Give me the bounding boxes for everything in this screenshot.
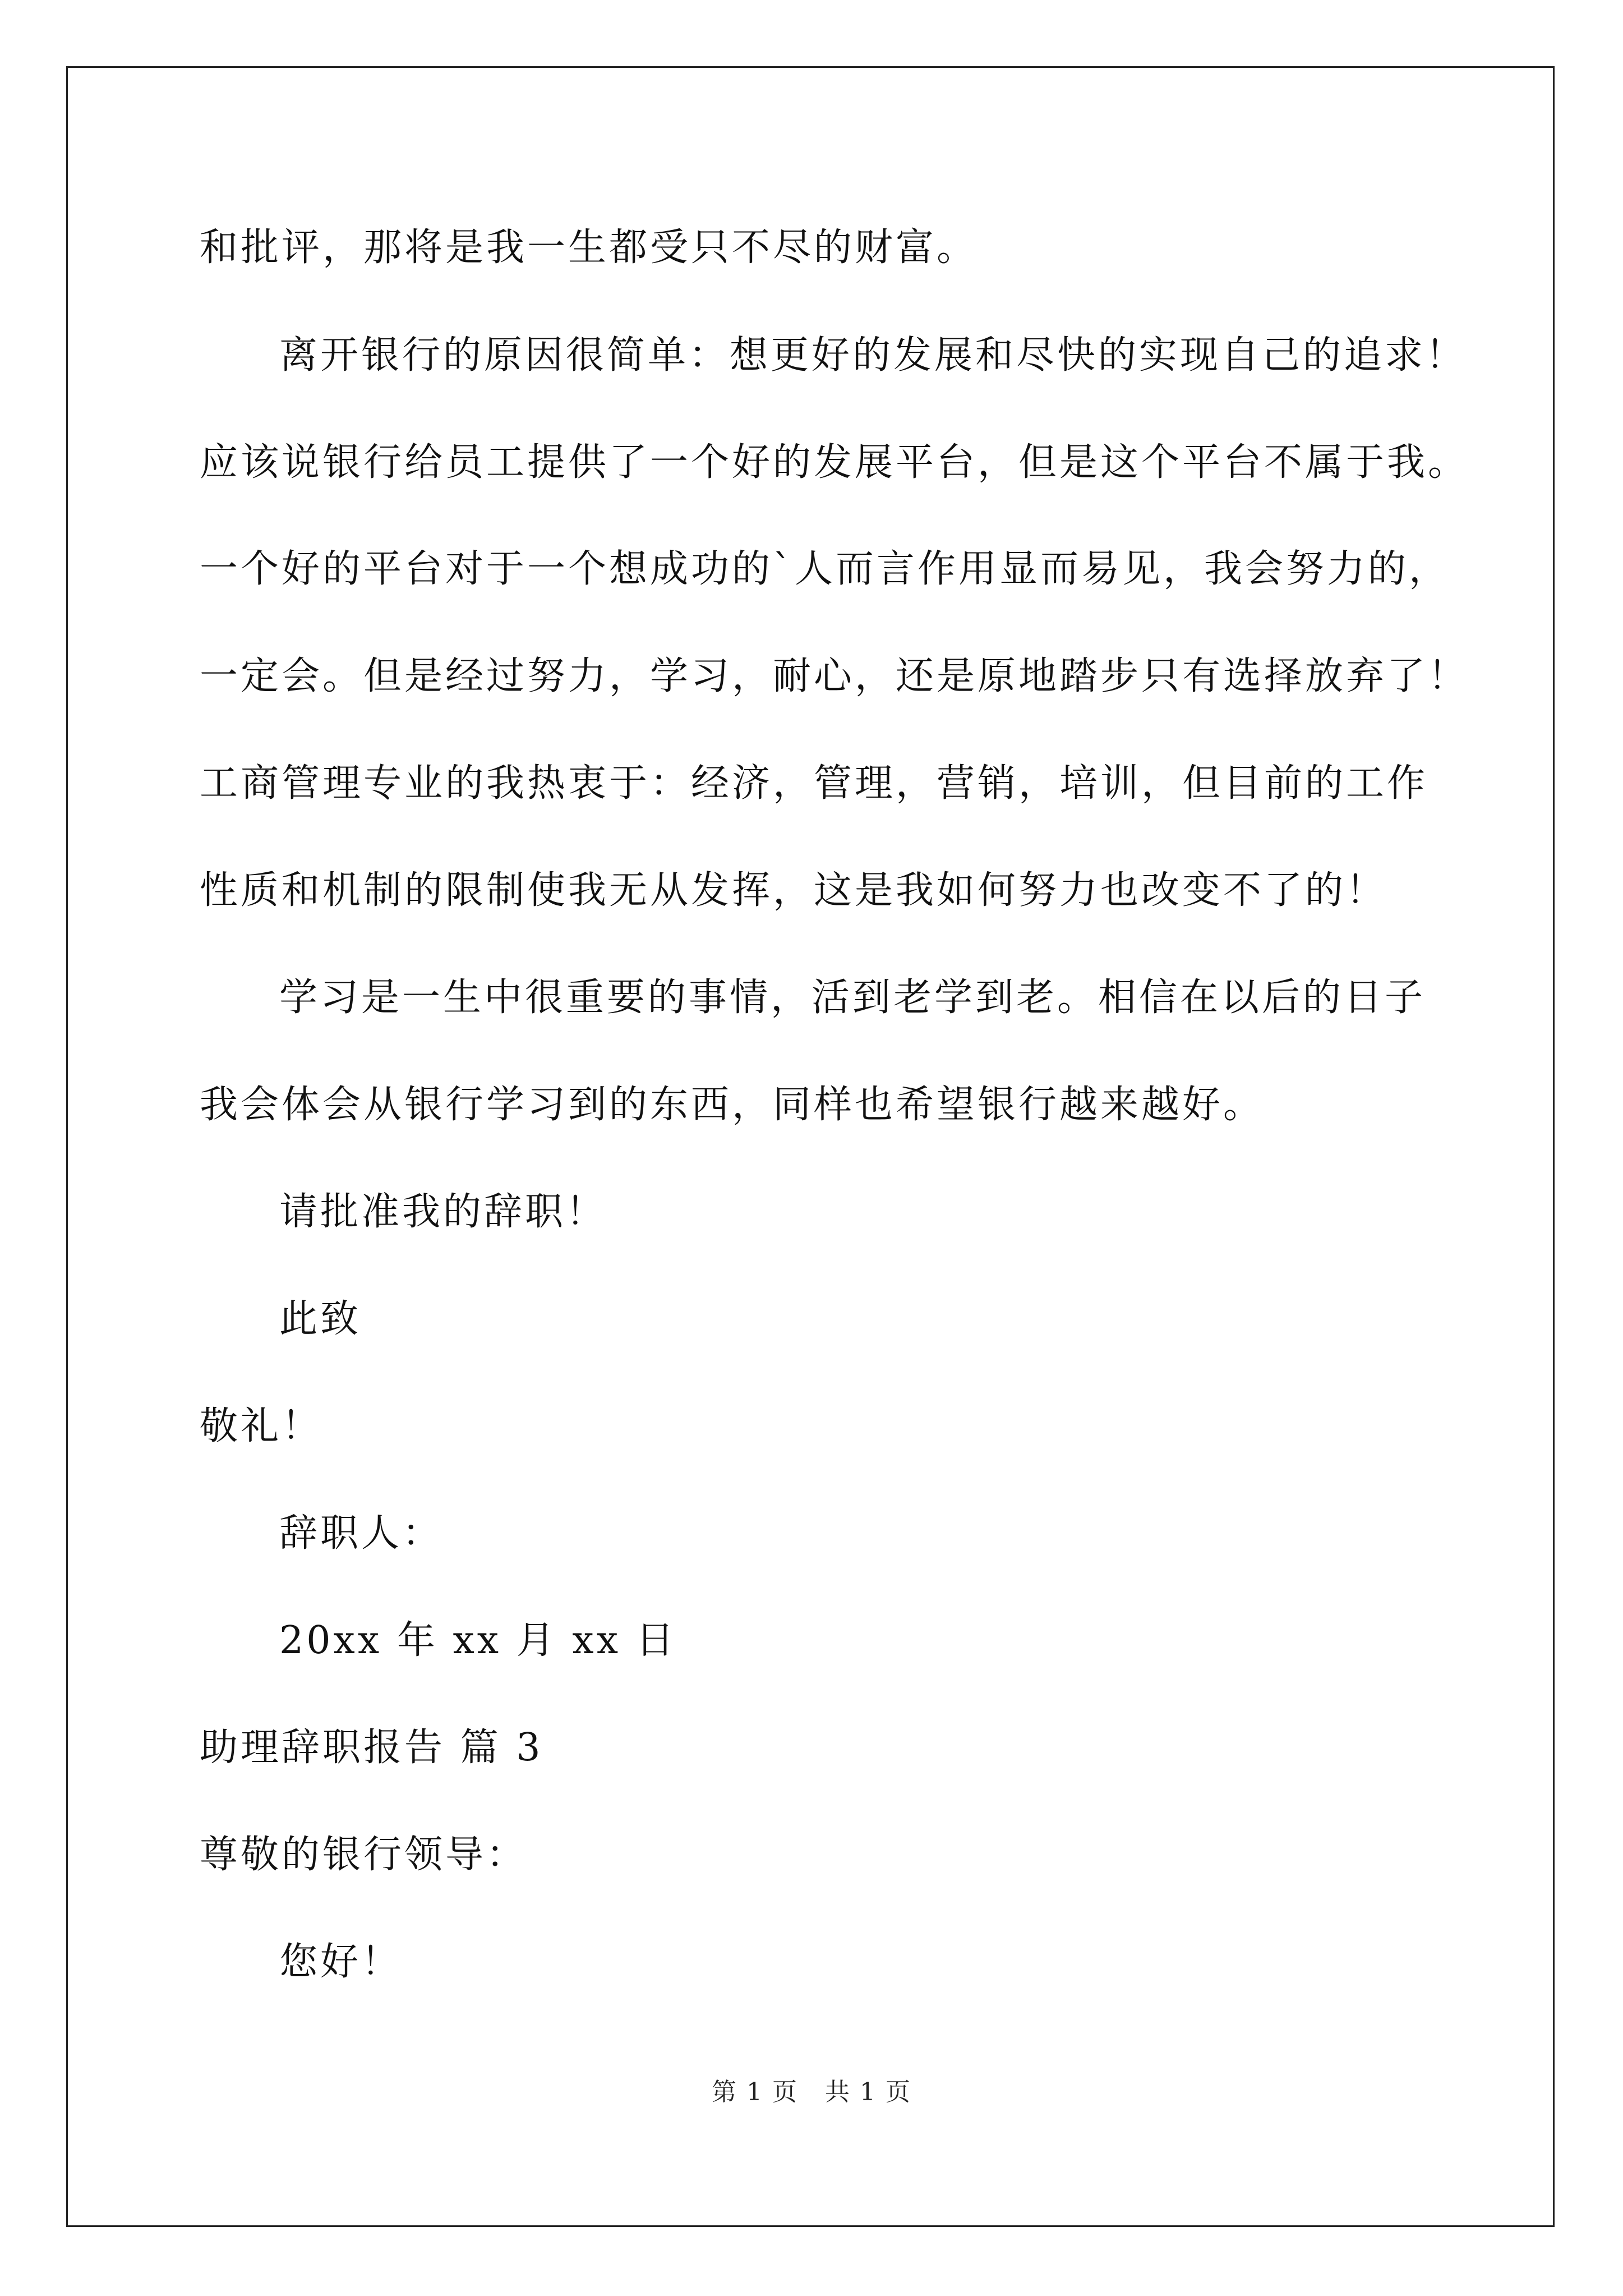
- greeting: 您好！: [279, 1940, 403, 1984]
- section-heading: 助理辞职报告 篇 3: [200, 1726, 543, 1770]
- paragraph-line: 和批评，那将是我一生都受只不尽的财富。: [200, 226, 978, 270]
- paragraph-line: 学习是一生中很重要的事情，活到老学到老。相信在以后的日子: [279, 976, 1426, 1020]
- page-border: [66, 66, 1555, 2227]
- paragraph-line: 应该说银行给员工提供了一个好的发展平台，但是这个平台不属于我。: [200, 440, 1469, 485]
- date-line: 20xx 年 xx 月 xx 日: [279, 1618, 677, 1663]
- approval-request: 请批准我的辞职！: [279, 1190, 607, 1234]
- closing-regards: 敬礼！: [200, 1404, 323, 1448]
- paragraph-line: 一个好的平台对于一个想成功的`人而言作用显而易见，我会努力的，: [200, 547, 1450, 591]
- page-total: 共 1 页: [825, 2078, 911, 2106]
- greeting-recipient: 尊敬的银行领导：: [200, 1833, 528, 1877]
- closing-salutation: 此致: [279, 1297, 362, 1341]
- paragraph-line: 性质和机制的限制使我无从发挥，这是我如何努力也改变不了的！: [200, 868, 1387, 913]
- paragraph-line: 工商管理专业的我热衷于：经济，管理，营销，培训，但目前的工作: [200, 761, 1428, 806]
- page-number: 第 1 页: [712, 2078, 798, 2106]
- paragraph-line: 离开银行的原因很简单：想更好的发展和尽快的实现自己的追求！: [279, 333, 1467, 378]
- paragraph-line: 一定会。但是经过努力，学习，耐心，还是原地踏步只有选择放弃了！: [200, 654, 1469, 698]
- page-footer: [0, 2077, 1623, 2108]
- signature-label: 辞职人：: [279, 1511, 444, 1556]
- paragraph-line: 我会体会从银行学习到的东西，同样也希望银行越来越好。: [200, 1083, 1265, 1127]
